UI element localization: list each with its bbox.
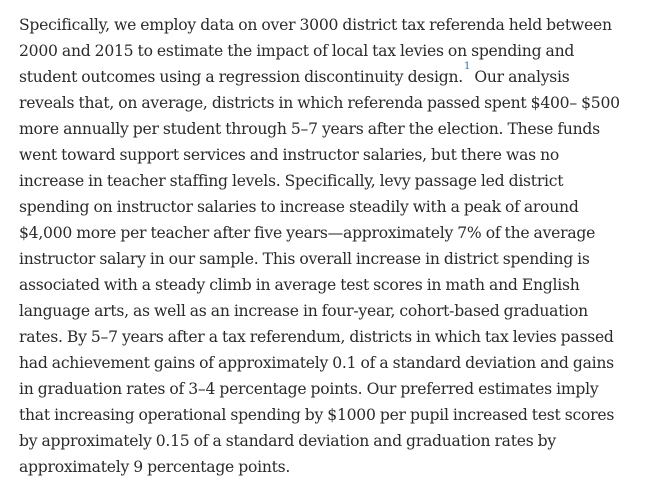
text-line: spending on instructor salaries to increase steadily with a peak of around xyxy=(19,198,579,216)
text-line: had achievement gains of approximately 0.1 of a standard deviation and gains xyxy=(19,354,614,372)
text-line: went toward support services and instructor salaries, but there was no xyxy=(19,146,560,164)
footnote-reference-link[interactable]: 1 xyxy=(464,60,471,72)
body-paragraph xyxy=(19,12,634,480)
text-line: by approximately 0.15 of a standard deviation and graduation rates by xyxy=(19,432,556,450)
text-line xyxy=(19,60,634,90)
text-line: associated with a steady climb in average test scores in math and English xyxy=(19,276,580,294)
text-line: reveals that, on average, districts in which referenda passed spent $400– $500 xyxy=(19,94,620,112)
text-line: increase in teacher staffing levels. Specifically, levy passage led district xyxy=(19,172,564,190)
text-line: more annually per student through 5–7 years after the election. These funds xyxy=(19,120,600,138)
text-line: 2000 and 2015 to estimate the impact of local tax levies on spending and xyxy=(19,42,575,60)
text-line: that increasing operational spending by $1000 per pupil increased test scores xyxy=(19,406,615,424)
text-line: rates. By 5–7 years after a tax referendum, districts in which tax levies passed xyxy=(19,328,614,346)
text-line: Specifically, we employ data on over 3000 district tax referenda held between xyxy=(19,16,612,34)
text-line-segment: Our analysis xyxy=(470,68,570,86)
text-line: in graduation rates of 3–4 percentage points. Our preferred estimates imply xyxy=(19,380,599,398)
text-line: $4,000 more per teacher after five years—approximately 7% of the average xyxy=(19,224,596,242)
text-line: instructor salary in our sample. This overall increase in district spending is xyxy=(19,250,590,268)
text-line-segment: student outcomes using a regression discontinuity design. xyxy=(19,68,464,86)
text-line: language arts, as well as an increase in four-year, cohort-based graduation xyxy=(19,302,588,320)
text-line: approximately 9 percentage points. xyxy=(19,458,291,476)
